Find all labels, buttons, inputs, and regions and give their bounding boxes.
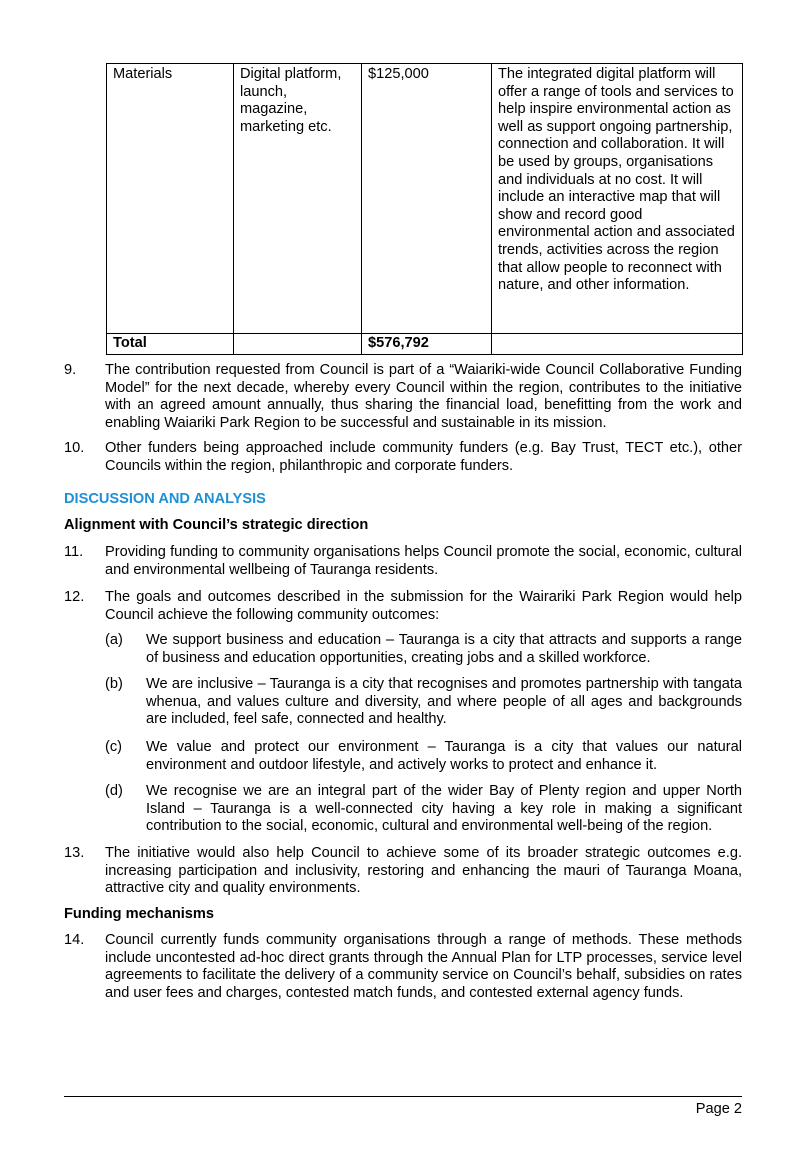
- paragraph-number: 9.: [64, 362, 77, 378]
- outcome-text: We support business and education – Tauranga is a city that attracts and supports a range of business and education opportunities, creating jobs and a skilled workforce.: [146, 632, 742, 666]
- outcome-text: We are inclusive – Tauranga is a city that recognises and promotes partnership with tangata whenua, and values culture and diversity, and where people of all ages and backgrounds are included, feel safe, connected and healthy.: [146, 676, 742, 728]
- total-amount: $576,792: [362, 334, 492, 355]
- paragraph-number: 14.: [64, 932, 85, 948]
- paragraph-number: 11.: [64, 544, 84, 560]
- table-cell-description: Digital platform, launch, magazine, marketing etc.: [234, 64, 362, 334]
- paragraph-14: [64, 932, 742, 1002]
- paragraph-text: Providing funding to community organisations helps Council promote the social, economic, cultural and environmental wellbeing of Tauranga residents.: [105, 544, 742, 578]
- subheading-funding: Funding mechanisms: [64, 906, 215, 922]
- outcome-item-c: [105, 739, 742, 774]
- budget-table: [106, 63, 743, 355]
- outcome-letter: (c): [105, 739, 123, 755]
- paragraph-text: The contribution requested from Council is part of a “Waiariki-wide Council Collaborative Funding Model” for the next decade, whereby every Council within the region, contributes to the initiative with an agreed amount annually, thus sharing the financial load, benefitting from the work and enabling Waiariki Park Region to be successful and sustainable in its mission.: [105, 362, 742, 431]
- outcome-letter: (d): [105, 783, 123, 799]
- outcome-text: We value and protect our environment – Tauranga is a city that values our natural environment and outdoor lifestyle, and actively works to protect and enhance it.: [146, 739, 742, 773]
- paragraph-text: Council currently funds community organisations through a range of methods. These methods include uncontested ad-hoc direct grants through the Annual Plan for LTP processes, service level agreements to facilitate the delivery of a community service on Council’s behalf, subsidies on rates and user fees and charges, contested match funds, and contested external agency funds.: [105, 932, 742, 1001]
- outcome-item-b: [105, 676, 742, 729]
- table-cell-cost: $125,000: [362, 64, 492, 334]
- outcome-letter: (a): [105, 632, 123, 648]
- paragraph-number: 12.: [64, 589, 85, 605]
- paragraph-12: [64, 589, 742, 624]
- paragraph-number: 10.: [64, 440, 85, 456]
- outcome-item-d: [105, 783, 742, 836]
- subheading-alignment: Alignment with Council’s strategic direction: [64, 517, 369, 533]
- table-cell-empty: [492, 334, 743, 355]
- paragraph-11: [64, 544, 742, 579]
- paragraph-9: [64, 362, 742, 432]
- paragraph-text: Other funders being approached include community funders (e.g. Bay Trust, TECT etc.), other Councils within the region, philanthropic and corporate funders.: [105, 440, 742, 474]
- table-row: [107, 64, 743, 334]
- section-heading-discussion: DISCUSSION AND ANALYSIS: [64, 491, 266, 507]
- paragraph-13: [64, 845, 742, 898]
- outcome-letter: (b): [105, 676, 123, 692]
- paragraph-text: The initiative would also help Council to achieve some of its broader strategic outcomes e.g. increasing participation and inclusivity, restoring and enhancing the mauri of Tauranga Moana, attractive city and quality environments.: [105, 845, 742, 897]
- outcome-item-a: [105, 632, 742, 667]
- table-cell-item: Materials: [107, 64, 234, 334]
- paragraph-text: The goals and outcomes described in the submission for the Wairariki Park Region would help Council achieve the following community outcomes:: [105, 589, 742, 623]
- paragraph-number: 13.: [64, 845, 85, 861]
- paragraph-10: [64, 440, 742, 475]
- table-total-row: [107, 334, 743, 355]
- total-label: Total: [107, 334, 234, 355]
- footer-divider: [64, 1096, 742, 1097]
- table-cell-empty: [234, 334, 362, 355]
- outcome-text: We recognise we are an integral part of the wider Bay of Plenty region and upper North Island – Tauranga is a well-connected city having a key role in making a significant contribution to the social, economic, cultural and environmental well-being of the region.: [146, 783, 742, 835]
- page-number: Page 2: [695, 1101, 742, 1117]
- table-cell-notes: The integrated digital platform will offer a range of tools and services to help inspire environmental action as well as support ongoing partnership, connection and collaboration. It will be used by groups, organisations and individuals at no cost. It will include an interactive map that will show and record good environmental action and associated trends, activities across the region that allow people to reconnect with nature, and other information.: [492, 64, 743, 334]
